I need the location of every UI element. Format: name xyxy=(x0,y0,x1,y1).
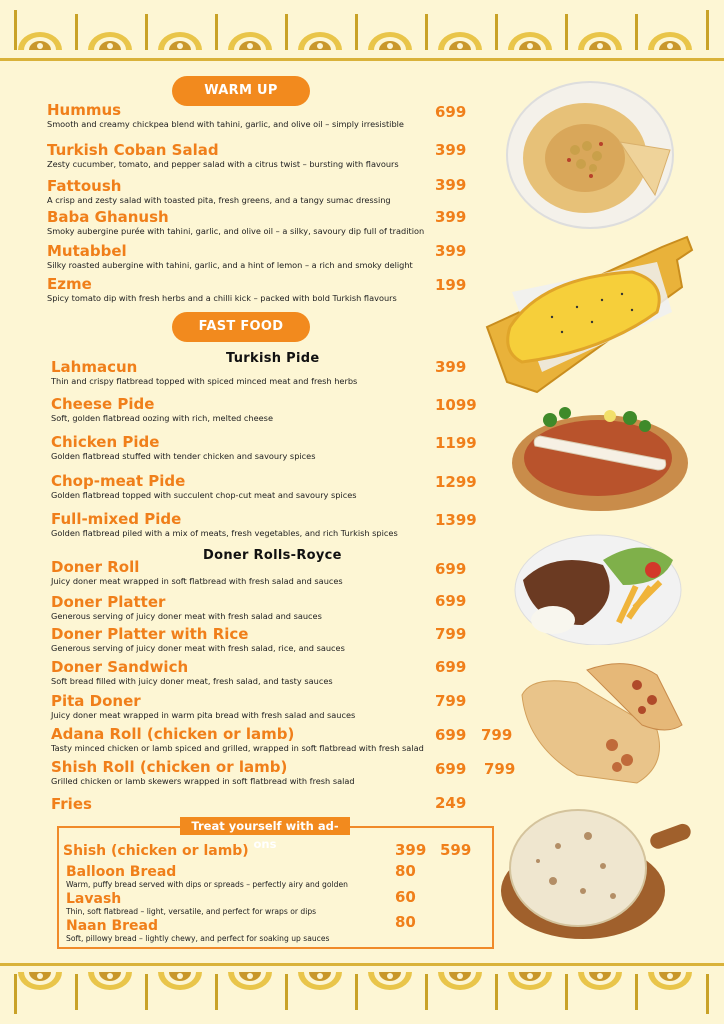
item-name: Balloon Bread xyxy=(66,864,177,880)
item-price-alt: 799 xyxy=(481,726,513,744)
item-price: 699 xyxy=(435,592,467,610)
item-price-alt: 599 xyxy=(440,841,472,859)
item-name: Doner Sandwich xyxy=(51,658,189,676)
item-description: Generous serving of juicy doner meat with fresh salad, rice, and sauces xyxy=(51,643,345,653)
menu-item xyxy=(47,242,413,270)
item-price: 1099 xyxy=(435,396,477,414)
item-description: Juicy doner meat wrapped in soft flatbread with fresh salad and sauces xyxy=(51,576,343,586)
item-description: Soft, pillowy bread – lightly chewy, and perfect for soaking up sauces xyxy=(66,934,330,943)
item-name: Shish (chicken or lamb) xyxy=(63,843,249,859)
menu-item xyxy=(51,692,355,720)
item-price: 80 xyxy=(395,862,416,880)
item-name: Fries xyxy=(51,795,92,813)
item-description: Thin and crispy flatbread topped with spiced minced meat and fresh herbs xyxy=(51,376,358,386)
bottom-ornamental-border xyxy=(0,962,724,1024)
menu-item xyxy=(51,395,273,423)
menu-item xyxy=(51,758,355,786)
item-name: Turkish Coban Salad xyxy=(47,141,219,159)
item-price: 1399 xyxy=(435,511,477,529)
turkish-pide-subheading: Turkish Pide xyxy=(226,351,320,366)
menu-item xyxy=(51,725,424,753)
item-description: Soft, golden flatbread oozing with rich, melted cheese xyxy=(51,413,273,423)
item-name: Hummus xyxy=(47,101,122,119)
item-description: Golden flatbread piled with a mix of meats, fresh vegetables, and rich Turkish spices xyxy=(51,528,398,538)
menu-item xyxy=(47,177,391,205)
item-price: 699 xyxy=(435,103,467,121)
item-price: 399 xyxy=(435,141,467,159)
addon-item xyxy=(66,891,316,917)
item-description: Warm, puffy bread served with dips or spreads – perfectly airy and golden xyxy=(66,880,348,889)
item-description: Spicy tomato dip with fresh herbs and a chilli kick – packed with bold Turkish flavours xyxy=(47,293,397,303)
item-price: 199 xyxy=(435,276,467,294)
menu-item xyxy=(51,593,322,621)
menu-item xyxy=(47,275,397,303)
item-description: Thin, soft flatbread – light, versatile, and perfect for wraps or dips xyxy=(66,907,317,916)
item-price: 399 xyxy=(435,176,467,194)
hummus-plate-image xyxy=(505,80,675,230)
item-price: 799 xyxy=(435,692,467,710)
menu-item xyxy=(51,358,357,386)
item-price: 399 xyxy=(395,841,427,859)
item-description: Grilled chicken or lamb skewers wrapped in soft flatbread with fresh salad xyxy=(51,776,355,786)
item-price: 699 xyxy=(435,760,467,778)
item-description: Silky roasted aubergine with tahini, garlic, and a hint of lemon – a rich and smoky delight xyxy=(47,260,413,270)
item-description: Generous serving of juicy doner meat with fresh salad and sauces xyxy=(51,611,322,621)
doner-rolls-subheading: Doner Rolls-Royce xyxy=(203,548,342,563)
balloon-bread-board-image xyxy=(498,806,693,941)
item-name: Chop-meat Pide xyxy=(51,472,186,490)
item-price: 1299 xyxy=(435,473,477,491)
item-price: 399 xyxy=(435,358,467,376)
item-price: 399 xyxy=(435,242,467,260)
item-description: Tasty minced chicken or lamb spiced and grilled, wrapped in soft flatbread with fresh salad xyxy=(51,743,424,753)
menu-item xyxy=(51,625,345,653)
lahmacun-plate-image xyxy=(510,398,690,513)
item-name: Adana Roll (chicken or lamb) xyxy=(51,725,295,743)
item-name: Cheese Pide xyxy=(51,395,155,413)
item-name: Pita Doner xyxy=(51,692,141,710)
item-description: Smooth and creamy chickpea blend with tahini, garlic, and olive oil – simply irresistible xyxy=(47,119,404,129)
item-price: 699 xyxy=(435,726,467,744)
item-price: 60 xyxy=(395,888,416,906)
addon-item xyxy=(63,842,249,860)
doner-wraps-image xyxy=(517,655,687,790)
item-name: Fattoush xyxy=(47,177,122,195)
menu-item xyxy=(51,658,333,686)
item-name: Shish Roll (chicken or lamb) xyxy=(51,758,288,776)
item-description: Zesty cucumber, tomato, and pepper salad with a citrus twist – bursting with flavours xyxy=(47,159,399,169)
doner-platter-image xyxy=(513,530,683,645)
item-name: Mutabbel xyxy=(47,242,127,260)
item-price: 399 xyxy=(435,208,467,226)
menu-item xyxy=(51,510,398,538)
item-price: 699 xyxy=(435,560,467,578)
item-price: 249 xyxy=(435,794,467,812)
menu-item xyxy=(47,141,399,169)
menu-item xyxy=(51,558,343,586)
item-price: 699 xyxy=(435,658,467,676)
menu-item xyxy=(51,433,315,461)
item-description: Golden flatbread stuffed with tender chicken and savoury spices xyxy=(51,451,316,461)
item-description: Smoky aubergine purée with tahini, garlic, and olive oil – a silky, savoury dip full of tradition xyxy=(47,226,425,236)
menu-item xyxy=(47,101,404,129)
item-price: 1199 xyxy=(435,434,477,452)
item-price: 799 xyxy=(435,625,467,643)
warm-up-section-header: WARM UP xyxy=(172,76,310,106)
item-description: A crisp and zesty salad with toasted pita, fresh greens, and a tangy sumac dressing xyxy=(47,195,391,205)
item-name: Full-mixed Pide xyxy=(51,510,182,528)
item-name: Doner Roll xyxy=(51,558,140,576)
fast-food-section-header: FAST FOOD xyxy=(172,312,310,342)
item-name: Chicken Pide xyxy=(51,433,160,451)
cheese-pide-board-image xyxy=(482,232,697,397)
menu-item xyxy=(47,208,424,236)
item-name: Lavash xyxy=(66,891,122,907)
menu-item xyxy=(51,795,92,813)
item-name: Ezme xyxy=(47,275,92,293)
item-name: Naan Bread xyxy=(66,918,158,934)
item-description: Juicy doner meat wrapped in warm pita bread with fresh salad and sauces xyxy=(51,710,356,720)
addon-item xyxy=(66,918,329,944)
addon-item xyxy=(66,864,348,890)
item-name: Baba Ghanush xyxy=(47,208,169,226)
item-description: Soft bread filled with juicy doner meat, fresh salad, and tasty sauces xyxy=(51,676,333,686)
item-name: Lahmacun xyxy=(51,358,138,376)
menu-item xyxy=(51,472,357,500)
addons-title: Treat yourself with ad-ons xyxy=(180,817,350,835)
top-ornamental-border xyxy=(0,0,724,62)
item-price: 80 xyxy=(395,913,416,931)
item-name: Doner Platter with Rice xyxy=(51,625,249,643)
item-name: Doner Platter xyxy=(51,593,166,611)
item-price-alt: 799 xyxy=(484,760,516,778)
item-description: Golden flatbread topped with succulent chop-cut meat and savoury spices xyxy=(51,490,357,500)
